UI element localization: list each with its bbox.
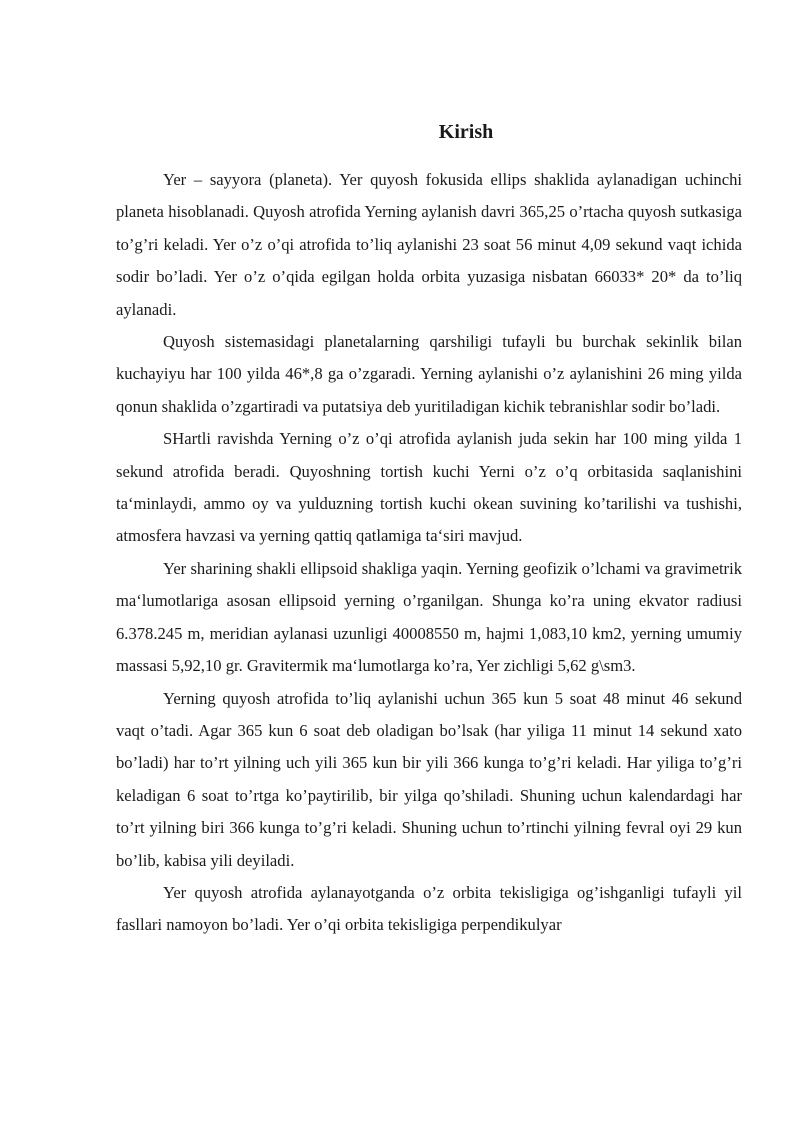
document-body [116, 164, 742, 942]
page-title: Kirish [438, 121, 494, 143]
paragraph: Yer sharining shakli ellipsoid shakliga yaqin. Yerning geofizik o’lchami va gravimetrik ma‘lumotlariga asosan ellipsoid yerning o’rganilgan. Shunga ko’ra uning ekvator radiusi 6.378.245 m, meridian aylanasi uzunligi 40008550 m, hajmi 1,083,10 km2, yerning umumiy massasi 5,92,10 gr. Gravitermik ma‘lumotlarga ko’ra, Yer zichligi 5,62 g\sm3. [116, 558, 742, 676]
paragraph: Yer quyosh atrofida aylanayotganda o’z orbita tekisligiga og’ishganligi tufayli yil fasllari namoyon bo’ladi. Yer o’qi orbita tekisligiga perpendikulyar [116, 882, 742, 935]
paragraph: Yer – sayyora (planeta). Yer quyosh fokusida ellips shaklida aylanadigan uchinchi planeta hisoblanadi. Quyosh atrofida Yerning aylanish davri 365,25 o’rtacha quyosh sutkasiga to’g’ri keladi. Yer o’z o’qi atrofida to’liq aylanishi 23 soat 56 minut 4,09 sekund vaqt ichida sodir bo’ladi. Yer o’z o’qida egilgan holda orbita yuzasiga nisbatan 66033* 20* da to’liq aylanadi. [116, 170, 742, 319]
paragraph: Quyosh sistemasidagi planetalarning qarshiligi tufayli bu burchak sekinlik bilan kuchayiyu har 100 yilda 46*,8 ga o’zgaradi. Yerning aylanishi o’z aylanishini 26 ming yilda qonun shaklida o’zgartiradi va putatsiya deb yuritiladigan kichik tebranishlar sodir bo’ladi. [116, 332, 742, 416]
paragraph: SHartli ravishda Yerning o’z o’qi atrofida aylanish juda sekin har 100 ming yilda 1 sekund atrofida beradi. Quyoshning tortish kuchi Yerni o’z o’q orbitasida saqlanishini ta‘minlaydi, ammo oy va yulduzning tortish kuchi okean suvining ko’tarilishi va tushishi, atmosfera havzasi va yerning qattiq qatlamiga ta‘siri mavjud. [116, 429, 742, 546]
paragraph: Yerning quyosh atrofida to’liq aylanishi uchun 365 kun 5 soat 48 minut 46 sekund vaqt o’tadi. Agar 365 kun 6 soat deb oladigan bo’lsak (har yiliga 11 minut 14 sekund xato bo’ladi) har to’rt yilning uch yili 365 kun bir yili 366 kunga to’g’ri keladi. Har yiliga to’g’ri keladigan 6 soat to’rtga ko’paytirilib, bir yilga qo’shiladi. Shuning uchun kalendardagi har to’rt yilning biri 366 kunga to’g’ri keladi. Shuning uchun to’rtinchi yilning fevral oyi 29 kun bo’lib, kabisa yili deyiladi. [116, 688, 742, 870]
